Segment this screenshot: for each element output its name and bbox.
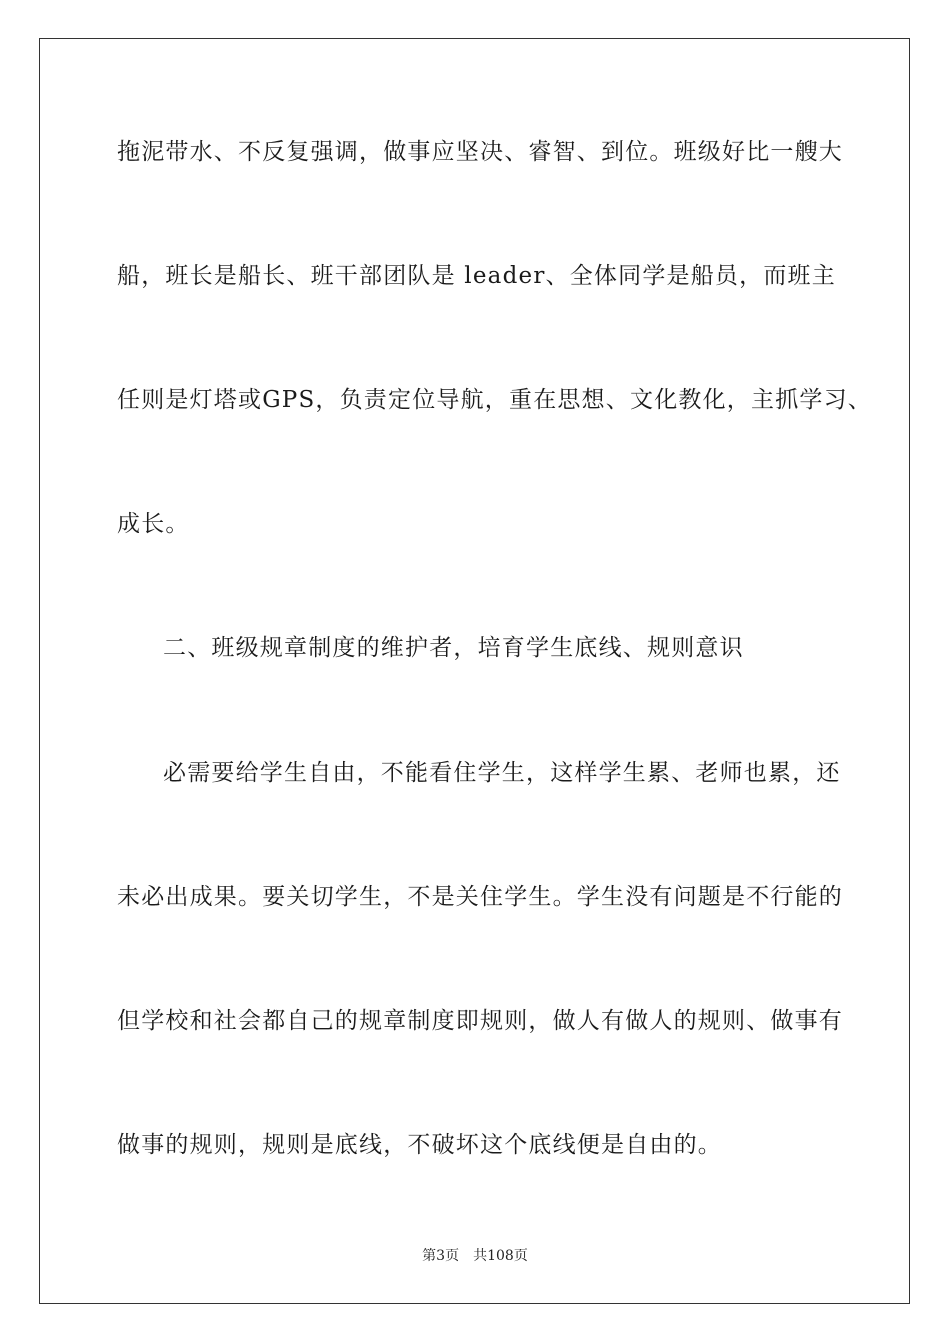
section-heading: 二、班级规章制度的维护者，培育学生底线、规则意识: [163, 635, 744, 661]
paragraph-line: 必需要给学生自由，不能看住学生，这样学生累、老师也累，还: [163, 760, 841, 786]
total-pages: 共108页: [473, 1248, 528, 1264]
page-number: 第3页: [422, 1248, 460, 1264]
paragraph-line: 做事的规则，规则是底线，不破坏这个底线便是自由的。: [117, 1132, 722, 1158]
paragraph-line: 成长。: [117, 511, 190, 537]
paragraph-line: 船，班长是船长、班干部团队是 leader、全体同学是船员，而班主: [117, 263, 836, 289]
paragraph-line: 拖泥带水、不反复强调，做事应坚决、睿智、到位。班级好比一艘大: [117, 139, 843, 165]
page-border: [39, 38, 910, 1304]
paragraph-line: 任则是灯塔或GPS，负责定位导航，重在思想、文化教化，主抓学习、: [117, 387, 873, 413]
paragraph-line: 未必出成果。要关切学生，不是关住学生。学生没有问题是不行能的: [117, 884, 843, 910]
page-footer: [0, 1246, 950, 1266]
paragraph-line: 但学校和社会都自己的规章制度即规则，做人有做人的规则、做事有: [117, 1008, 843, 1034]
